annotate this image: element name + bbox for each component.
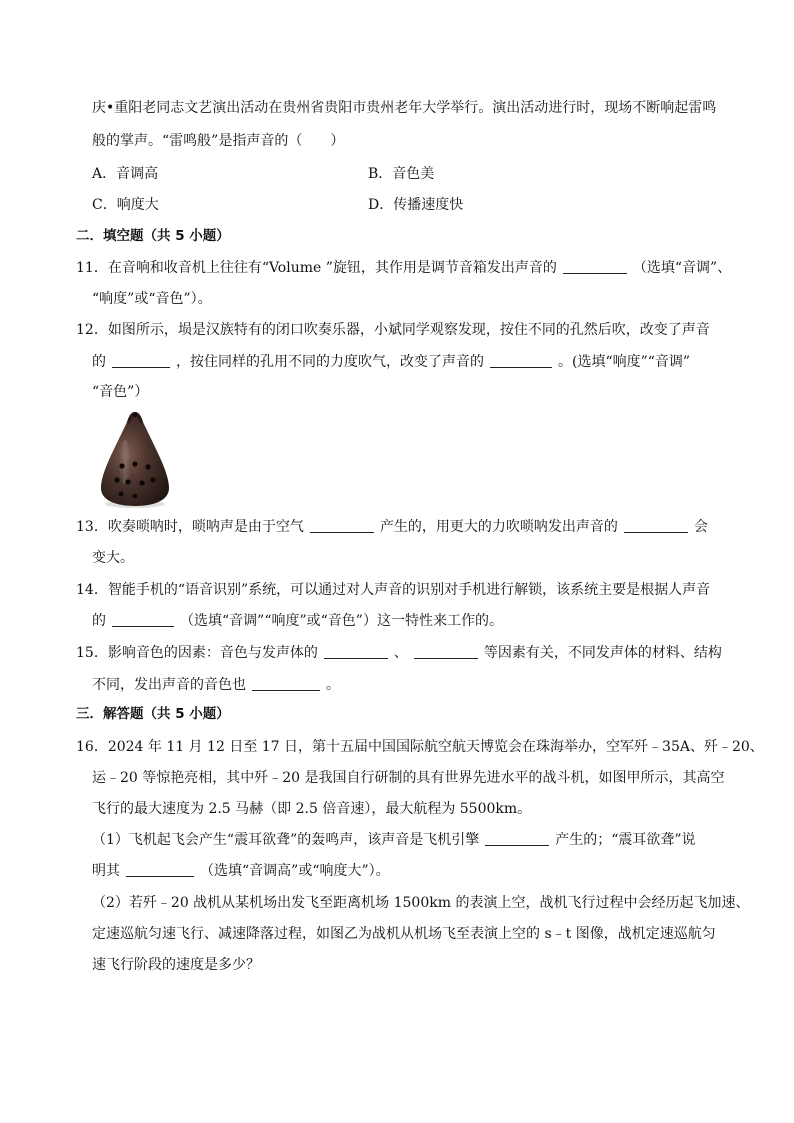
q14-line2 bbox=[92, 611, 503, 631]
q16-line2: 运﹣20 等惊艳亮相，其中歼﹣20 是我国自行研制的具有世界先进水平的战斗机，如图甲所示，其高空 bbox=[92, 770, 725, 786]
q16-sub1-text-post: 产生的；“震耳欲聋”说 bbox=[555, 832, 696, 848]
q16-sub1-answer-blank-2[interactable] bbox=[126, 862, 194, 877]
q10-option-d: D．传播速度快 bbox=[368, 197, 464, 213]
q10-option-a: A．音调高 bbox=[92, 166, 159, 182]
q16-sub1-text2-post: （选填“音调高”或“响度大”）。 bbox=[200, 863, 390, 879]
q11-text-pre: 11．在音响和收音机上往往有“Volume ”旋钮，其作用是调节音箱发出声音的 bbox=[76, 260, 557, 276]
q16-sub2-line1: （2）若歼﹣20 战机从某机场出发飞至距离机场 1500km 的表演上空，战机飞行过程中会经历起飞加速、 bbox=[92, 895, 750, 911]
q12-answer-blank-2[interactable] bbox=[490, 353, 552, 368]
q10-option-c: C．响度大 bbox=[92, 197, 159, 213]
q16-sub2-line3: 速飞行阶段的速度是多少？ bbox=[92, 957, 260, 973]
q16-sub1-text-pre: （1）飞机起飞会产生“震耳欲聋”的轰鸣声，该声音是飞机引擎 bbox=[92, 832, 480, 848]
q13-line2: 变大。 bbox=[92, 550, 134, 566]
q12-answer-blank-1[interactable] bbox=[112, 353, 170, 368]
q11-text-post: （选填“音调”、 bbox=[632, 260, 732, 276]
q13-line1 bbox=[76, 517, 708, 537]
section-heading-solve: 三．解答题（共 5 小题） bbox=[76, 706, 230, 722]
q15-answer-blank-1[interactable] bbox=[324, 644, 388, 659]
q15-answer-blank-3[interactable] bbox=[252, 676, 320, 691]
q13-answer-blank-2[interactable] bbox=[624, 518, 688, 533]
q10-option-b: B．音色美 bbox=[368, 166, 435, 182]
q15-line2 bbox=[92, 675, 340, 695]
q12-line2 bbox=[92, 352, 690, 372]
q15-text2-pre: 不同，发出声音的音色也 bbox=[92, 677, 246, 693]
q12-text-pre: 的 bbox=[92, 354, 106, 370]
q16-sub1-line2 bbox=[92, 861, 390, 881]
q14-line1: 14．智能手机的“语音识别”系统，可以通过对人声音的识别对手机进行解锁，该系统主要是根据人声音 bbox=[76, 582, 711, 598]
q12-line3: “音色”） bbox=[92, 384, 149, 400]
q13-text-post: 会 bbox=[693, 519, 708, 535]
q15-text-post: 等因素有关，不同发声体的材料、结构 bbox=[483, 645, 722, 661]
q12-line1: 12．如图所示，埙是汉族特有的闭口吹奏乐器，小斌同学观察发现，按住不同的孔然后吹，改变了声音 bbox=[76, 322, 710, 338]
q12-text-mid: ，按住同样的孔用不同的力度吹气，改变了声音的 bbox=[176, 354, 484, 370]
q16-line3: 飞行的最大速度为 2.5 马赫（即 2.5 倍音速），最大航程为 5500km。 bbox=[92, 801, 532, 817]
q15-answer-blank-2[interactable] bbox=[414, 644, 478, 659]
q11-line2: “响度”或“音色”）。 bbox=[92, 291, 212, 307]
q14-answer-blank[interactable] bbox=[112, 612, 174, 627]
q10-text-line1: 庆•重阳老同志文艺演出活动在贵州省贵阳市贵州老年大学举行。演出活动进行时，现场不断响起雷鸣 bbox=[92, 100, 717, 116]
q16-sub1-text2-pre: 明其 bbox=[92, 863, 120, 879]
q16-sub1-line1 bbox=[92, 830, 696, 850]
q14-text-post: （选填“音调”“响度”或“音色”）这一特性来工作的。 bbox=[180, 613, 503, 629]
q13-answer-blank-1[interactable] bbox=[310, 518, 374, 533]
q16-sub2-line2: 定速巡航匀速飞行、减速降落过程，如图乙为战机从机场飞至表演上空的 s﹣t 图像，战机定速巡航匀 bbox=[92, 926, 716, 942]
q16-sub1-answer-blank-1[interactable] bbox=[485, 831, 549, 846]
q15-text-pre: 15．影响音色的因素：音色与发声体的 bbox=[76, 645, 318, 661]
q15-text-mid: 、 bbox=[393, 645, 408, 661]
q10-text-line2: 般的掌声。“雷鸣般”是指声音的（ ） bbox=[92, 133, 345, 149]
q11-line1 bbox=[76, 258, 731, 278]
q15-line1 bbox=[76, 643, 722, 663]
q12-text-post: 。(选填“响度”“音调” bbox=[558, 354, 691, 370]
q15-text2-post: 。 bbox=[326, 677, 340, 693]
q13-text-mid: 产生的，用更大的力吹唢呐发出声音的 bbox=[379, 519, 618, 535]
section-heading-fill-in: 二．填空题（共 5 小题） bbox=[76, 228, 230, 244]
xun-instrument-image bbox=[95, 410, 175, 510]
q16-line1: 16．2024 年 11 月 12 日至 17 日，第十五届中国国际航空航天博览会在珠海举办，空军歼﹣35A、歼﹣20、 bbox=[76, 739, 764, 755]
q11-answer-blank[interactable] bbox=[563, 259, 627, 274]
q14-text-pre: 的 bbox=[92, 613, 106, 629]
q13-text-pre: 13．吹奏唢呐时，唢呐声是由于空气 bbox=[76, 519, 304, 535]
